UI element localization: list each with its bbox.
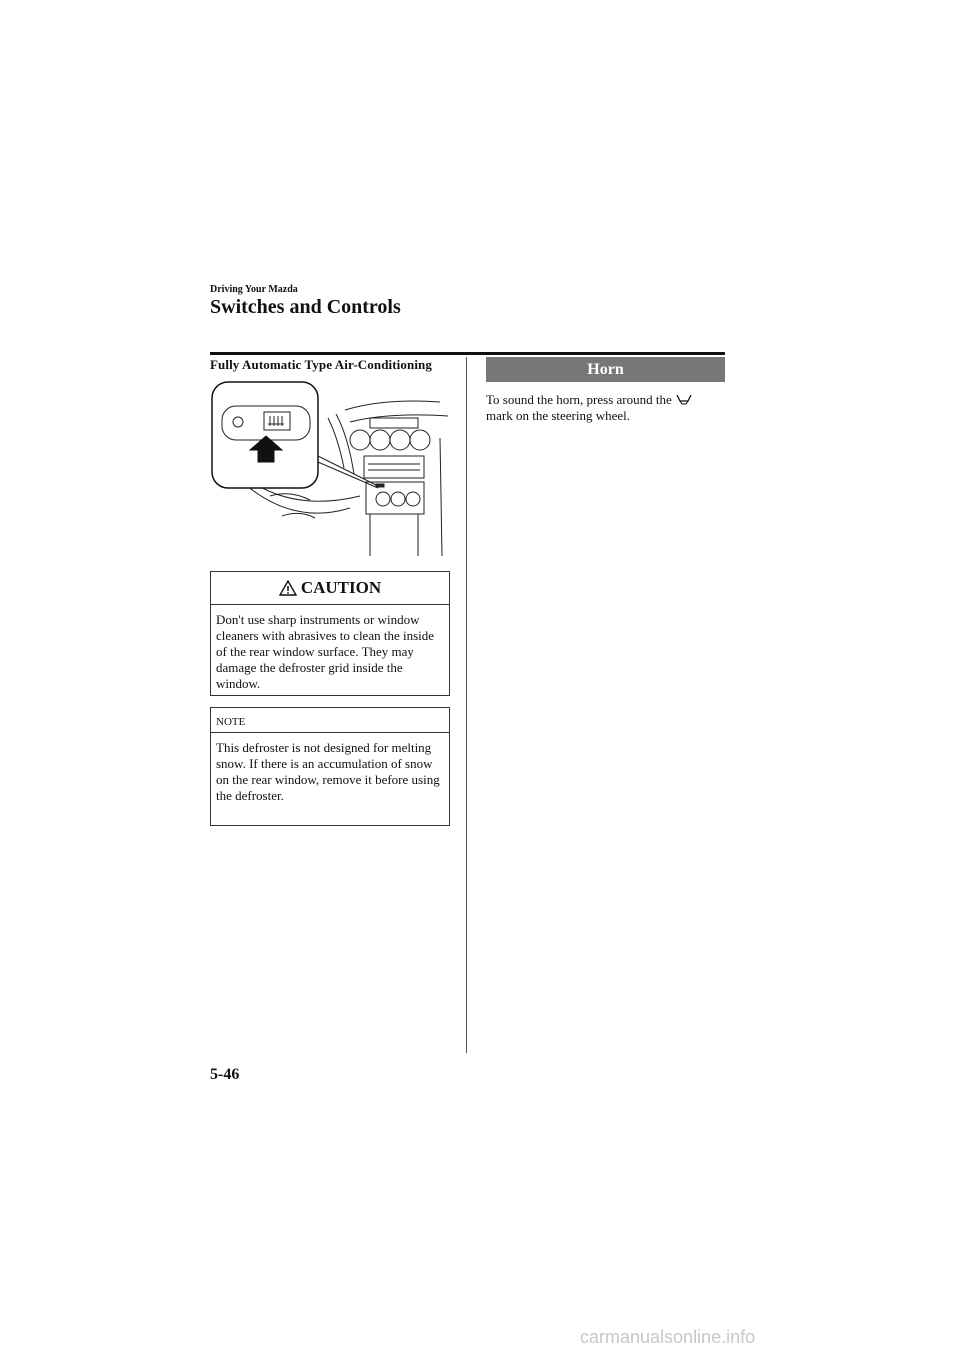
note-text: This defroster is not designed for melting snow. If there is an accumulation of snow on the rear window, remove it before using the defroster.	[216, 740, 440, 803]
header-rule	[210, 352, 725, 355]
caution-header	[211, 572, 449, 605]
caution-text: Don't use sharp instruments or window cleaners with abrasives to clean the inside of the rear window surface. They may damage the defroster grid inside the window.	[216, 612, 435, 691]
horn-instructions	[486, 392, 726, 424]
horn-title: Horn	[587, 360, 624, 378]
horn-text-line1: To sound the horn, press around the	[486, 392, 672, 407]
note-box	[210, 707, 450, 826]
ac-subheading: Fully Automatic Type Air-Conditioning	[210, 357, 432, 372]
horn-heading	[486, 357, 725, 382]
caution-title: CAUTION	[300, 578, 382, 597]
horn-icon	[675, 393, 693, 405]
horn-text-line2: mark on the steering wheel.	[486, 408, 631, 423]
warning-triangle-icon	[279, 580, 297, 596]
dashboard-illustration	[210, 378, 450, 556]
section-title: Switches and Controls	[210, 296, 401, 318]
watermark: carmanualsonline.info	[580, 1327, 756, 1347]
column-divider	[466, 357, 467, 1053]
note-title: NOTE	[211, 708, 449, 733]
page-number: 5-46	[210, 1066, 240, 1083]
chapter-label: Driving Your Mazda	[210, 284, 298, 295]
caution-box	[210, 571, 450, 696]
